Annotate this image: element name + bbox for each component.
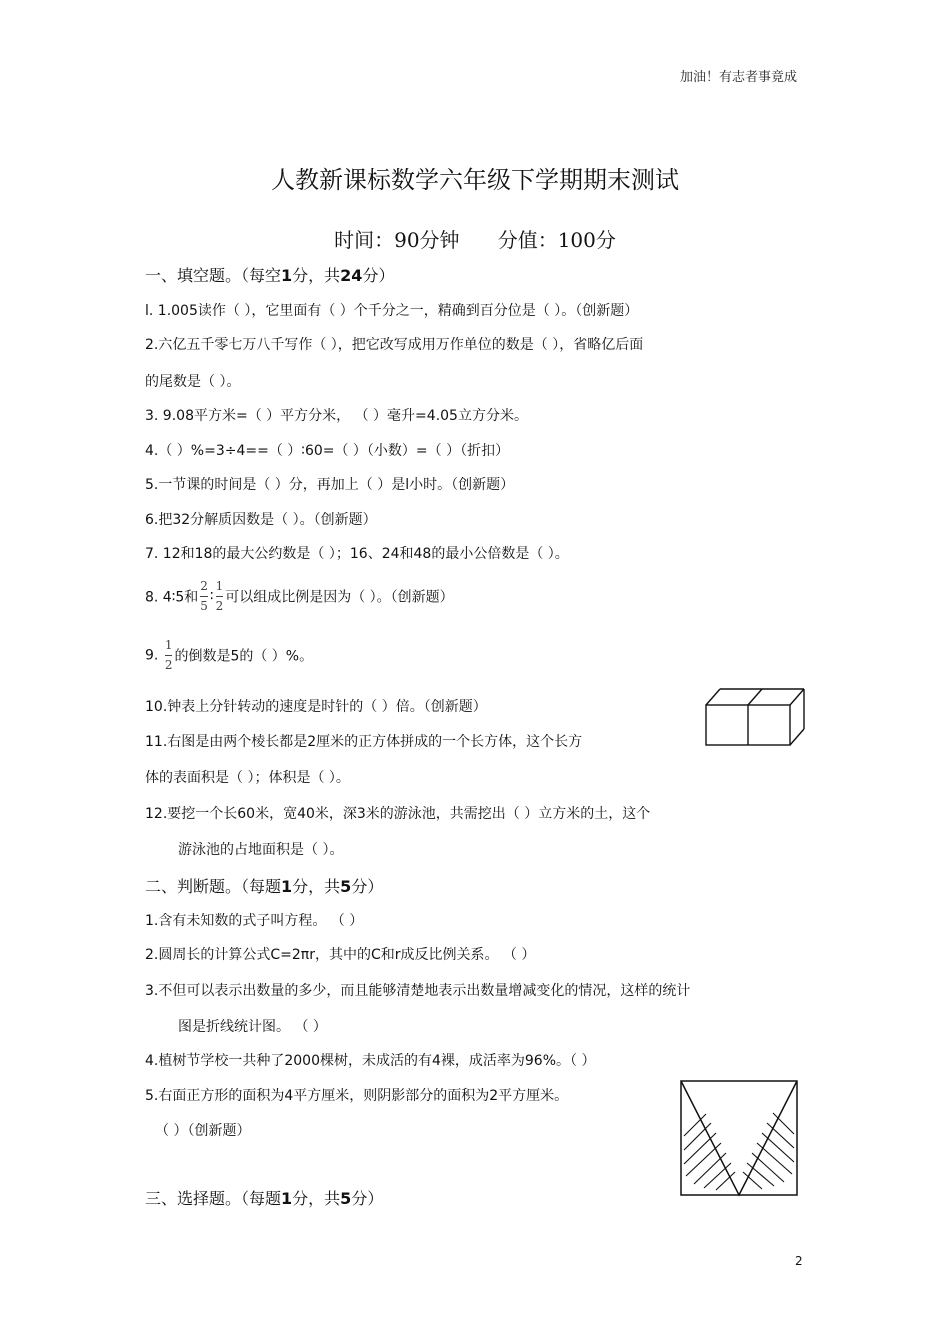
question-1-7: 7. 12和18的最大公约数是（ ）；16、24和48的最小公倍数是（ ）。	[145, 546, 569, 562]
question-text: 8. 4∶5和	[145, 589, 199, 606]
heading-text: 二、判断题。（每题	[145, 877, 282, 896]
question-2-4: 4.植树节学校一共种了2000棵树，未成活的有4裸，成活率为96%。（ ）	[145, 1053, 596, 1069]
heading-text: 三、选择题。（每题	[145, 1189, 282, 1208]
denominator: 2	[215, 599, 224, 613]
heading-number: 24	[340, 266, 363, 285]
heading-text: 分）	[351, 877, 384, 896]
heading-text: 分，共	[292, 877, 341, 896]
question-1-12-cont: 游泳池的占地面积是（ ）。	[178, 842, 344, 858]
heading-text: 分）	[362, 266, 395, 285]
square-shaded-figure	[676, 1076, 802, 1200]
question-1-2: 2.六亿五千零七万八千写作（ ），把它改写成用万作单位的数是（ ），省略亿后面	[145, 337, 644, 353]
question-2-2: 2.圆周长的计算公式C=2πr，其中的C和r成反比例关系。 （ ）	[145, 947, 536, 963]
numerator: 1	[164, 638, 173, 652]
question-1-12: 12.要挖一个长60米，宽40米，深3米的游泳池，共需挖出（ ）立方米的土，这个	[145, 806, 651, 822]
question-2-5: 5.右面正方形的面积为4平方厘米，则阴影部分的面积为2平方厘米。	[145, 1088, 569, 1104]
question-1-1: l. 1.005读作（ ），它里面有（ ）个千分之一，精确到百分位是（ ）。（创新题）	[145, 303, 639, 319]
section-fill-in-heading	[145, 263, 394, 286]
heading-number: 1	[281, 266, 293, 285]
heading-number: 1	[281, 877, 293, 896]
question-2-1: 1.含有未知数的式子叫方程。 （ ）	[145, 913, 364, 929]
question-1-5: 5.一节课的时间是（ ）分，再加上（ ）是l小时。（创新题）	[145, 477, 515, 493]
numerator: 2	[200, 579, 208, 593]
fraction-two-fifths	[200, 578, 208, 615]
question-1-8	[145, 578, 454, 615]
question-1-11-cont: 体的表面积是（ ）；体积是（ ）。	[145, 770, 350, 786]
cuboid-figure	[700, 685, 812, 751]
question-1-9	[145, 637, 313, 674]
question-2-3: 3.不但可以表示出数量的多少，而且能够清楚地表示出数量增减变化的情况，这样的统计	[145, 983, 691, 999]
section-multiple-choice-heading	[145, 1186, 383, 1209]
question-1-4: 4.（ ）%=3÷4==（ ）∶60=（ ）（小数）=（ ）（折扣）	[145, 443, 510, 459]
section-true-false-heading	[145, 874, 383, 897]
question-1-6: 6.把32分解质因数是（ ）。（创新题）	[145, 512, 377, 528]
question-1-11: 11.右图是由两个棱长都是2厘米的正方体拼成的一个长方体，这个长方	[145, 734, 583, 750]
question-text: 的倒数是5的（ ）%。	[174, 648, 314, 665]
heading-text: 分）	[351, 1189, 384, 1208]
heading-number: 5	[340, 1189, 352, 1208]
denominator: 2	[164, 658, 173, 672]
question-text: 可以组成比例是因为（ ）。（创新题）	[225, 589, 454, 606]
heading-text: 一、填空题。（每空	[145, 266, 282, 285]
page-number: 2	[795, 1254, 803, 1268]
numerator: 1	[215, 579, 224, 593]
question-1-2-cont: 的尾数是（ ）。	[145, 374, 241, 390]
fraction-one-half	[216, 578, 224, 615]
question-2-5-cont: （ ）（创新题）	[155, 1123, 251, 1139]
heading-text: 分，共	[292, 266, 341, 285]
denominator: 5	[200, 599, 208, 613]
question-2-3-cont: 图是折线统计图。 （ ）	[178, 1019, 327, 1035]
exam-info: 时间：90分钟 分值：100分	[334, 228, 616, 252]
header-motto: 加油！有志者事竟成	[680, 70, 798, 85]
question-1-3: 3. 9.08平方米=（ ）平方分米， （ ）毫升=4.05立方分米。	[145, 408, 528, 424]
page-title: 人教新课标数学六年级下学期期末测试	[271, 166, 679, 194]
heading-text: 分，共	[292, 1189, 341, 1208]
question-text: 9.	[145, 647, 163, 664]
heading-number: 5	[340, 877, 352, 896]
ratio-sign: ∶	[209, 588, 214, 605]
fraction-one-half	[165, 637, 173, 674]
heading-number: 1	[281, 1189, 293, 1208]
question-1-10: 10.钟表上分针转动的速度是时针的（ ）倍。（创新题）	[145, 699, 487, 715]
